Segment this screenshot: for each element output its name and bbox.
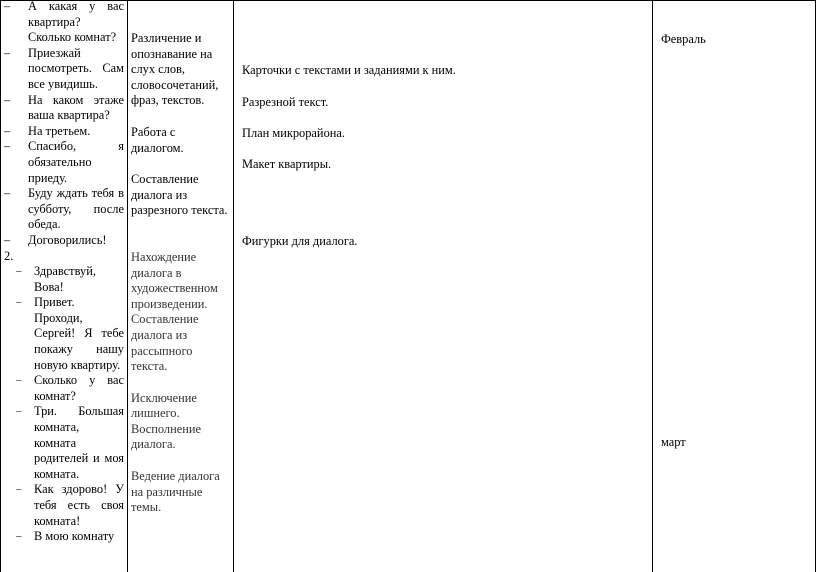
material-text: Карточки с текстами и заданиями к ним. (242, 63, 456, 77)
column-border (233, 0, 234, 572)
dialogue-line: – Привет. Проходи, Сергей! Я тебе покажу нашу новую квартиру. (16, 295, 124, 372)
dialogue-line: – Буду ждать тебя в субботу, после обеда. (4, 186, 124, 232)
column-border (652, 0, 653, 572)
dialogue-line: – Сколько у вас комнат? (16, 373, 124, 403)
dialogue-line: – Как здорово! У тебя есть своя комната! (16, 482, 124, 528)
dialogue-line: – Спасибо, я обязательно приеду. (4, 139, 124, 185)
dialogue-line: – Договорились! (4, 232, 107, 247)
activity-text: Различение и опознавание на слух слов, словосочетаний, фраз, текстов. (131, 31, 219, 108)
material-text: Разрезной текст. (242, 95, 329, 109)
dialogue-column (0, 0, 124, 545)
dialogue-line: – А какая у вас квартира? Сколько комнат? (4, 0, 124, 45)
activity-text: Составление диалога из рассыпного текста. (131, 312, 199, 374)
dialogue-line: – В мою комнату (16, 529, 115, 544)
activity-text: Ведение диалога на различные темы. (131, 469, 220, 515)
material-text: План микрорайона. (242, 126, 345, 140)
activity-text: Исключение лишнего. Восполнение диалога. (131, 390, 202, 452)
activity-text: Составление диалога из разрезного текста. (131, 172, 228, 218)
month-february: Февраль (661, 32, 706, 46)
material-text: Фигурки для диалога. (242, 234, 358, 248)
dialogue-line: – Здравствуй, Вова! (16, 264, 96, 294)
column-border (127, 0, 128, 572)
section-number: 2. (4, 248, 14, 263)
dialogue-line: – На третьем. (4, 123, 91, 138)
month-march: март (661, 435, 686, 449)
dialogue-line: – Приезжай посмотреть. Сам все увидишь. (4, 45, 124, 91)
activities-column (131, 31, 231, 516)
dialogue-line: – Три. Большая комната, комната родителей и моя комната. (16, 404, 124, 481)
material-text: Макет квартиры. (242, 157, 332, 171)
activity-text: Нахождение диалога в художественном произведении. (131, 249, 218, 311)
activity-text: Работа с диалогом. (131, 124, 184, 155)
dialogue-line: – На каком этаже ваша квартира? (4, 92, 124, 123)
